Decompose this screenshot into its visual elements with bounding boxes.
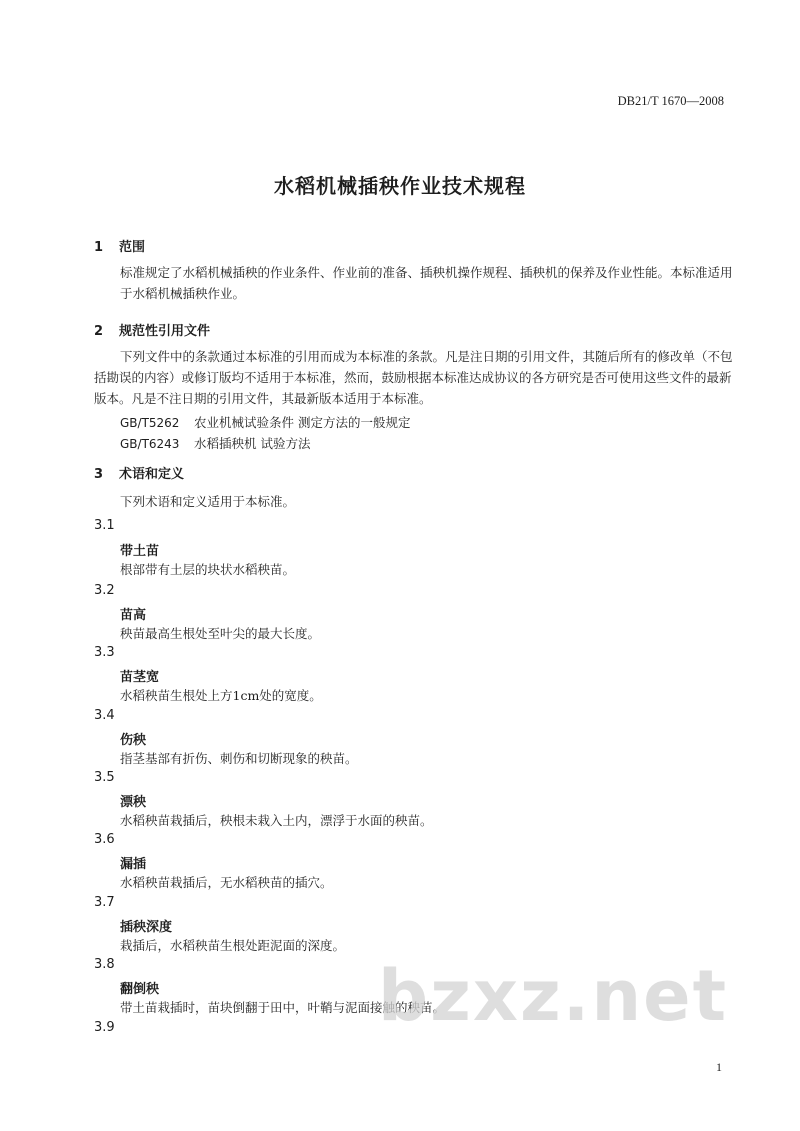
- term-name: 漂秧: [120, 795, 147, 810]
- section-number: 3: [94, 467, 104, 482]
- term-number: 3.7: [94, 895, 115, 910]
- term-number: 3.2: [94, 583, 115, 598]
- standard-code: DB21/T 1670—2008: [617, 94, 724, 108]
- reference-item: [120, 413, 410, 431]
- section-title: 范围: [119, 240, 146, 255]
- reference-title: 农业机械试验条件 测定方法的一般规定: [194, 415, 411, 430]
- reference-code: GB/T5262: [120, 416, 180, 430]
- term-definition: 带土苗栽插时，苗块倒翻于田中，叶鞘与泥面接触的秧苗。: [120, 1000, 446, 1015]
- section-heading-scope: [94, 236, 145, 255]
- term-name: 苗高: [120, 608, 147, 623]
- section-number: 2: [94, 324, 104, 339]
- term-name: 翻倒秧: [120, 982, 160, 997]
- term-number: 3.9: [94, 1020, 115, 1035]
- term-number: 3.5: [94, 770, 115, 785]
- term-name: 插秧深度: [120, 920, 173, 935]
- term-name: 苗茎宽: [120, 670, 160, 685]
- scope-text: 标准规定了水稻机械插秧的作业条件、作业前的准备、插秧机操作规程、插秧机的保养及作业性能。本标准适用于水稻机械插秧作业。: [120, 265, 733, 301]
- term-number: 3.3: [94, 645, 115, 660]
- term-number: 3.8: [94, 957, 115, 972]
- normative-references-text: 下列文件中的条款通过本标准的引用而成为本标准的条款。凡是注日期的引用文件，其随后所有的修改单（不包括勘误的内容）或修订版均不适用于本标准，然而，鼓励根据本标准达成协议的各方研究是否可使用这些文件的最新版本。凡是不注日期的引用文件，其最新版本适用于本标准。: [94, 349, 733, 406]
- term-definition: 指茎基部有折伤、刺伤和切断现象的秧苗。: [120, 751, 358, 766]
- section-number: 1: [94, 240, 104, 255]
- term-number: 3.1: [94, 518, 115, 533]
- section-title: 术语和定义: [119, 467, 185, 482]
- term-name: 漏插: [120, 857, 147, 872]
- reference-code: GB/T6243: [120, 437, 180, 451]
- term-number: 3.6: [94, 832, 115, 847]
- page-number: 1: [716, 1060, 722, 1074]
- term-definition: 秧苗最高生根处至叶尖的最大长度。: [120, 626, 321, 641]
- term-definition: 水稻秧苗生根处上方1cm处的宽度。: [120, 688, 322, 703]
- term-name: 带土苗: [120, 544, 160, 559]
- term-definition: 根部带有土层的块状水稻秧苗。: [120, 562, 296, 577]
- term-definition: 水稻秧苗栽插后，秧根未栽入土内，漂浮于水面的秧苗。: [120, 813, 433, 828]
- section-heading-normative-references: [94, 320, 210, 339]
- reference-item: [120, 434, 310, 452]
- term-name: 伤秧: [120, 733, 147, 748]
- section-title: 规范性引用文件: [119, 324, 211, 339]
- reference-title: 水稻插秧机 试验方法: [194, 436, 311, 451]
- term-definition: 栽插后，水稻秧苗生根处距泥面的深度。: [120, 938, 346, 953]
- section-heading-terms-definitions: [94, 463, 184, 482]
- term-definition: 水稻秧苗栽插后，无水稻秧苗的插穴。: [120, 875, 333, 890]
- term-number: 3.4: [94, 708, 115, 723]
- document-title: 水稻机械插秧作业技术规程: [274, 174, 526, 198]
- terms-intro: 下列术语和定义适用于本标准。: [120, 494, 296, 509]
- watermark: bzxz.net: [378, 955, 729, 1037]
